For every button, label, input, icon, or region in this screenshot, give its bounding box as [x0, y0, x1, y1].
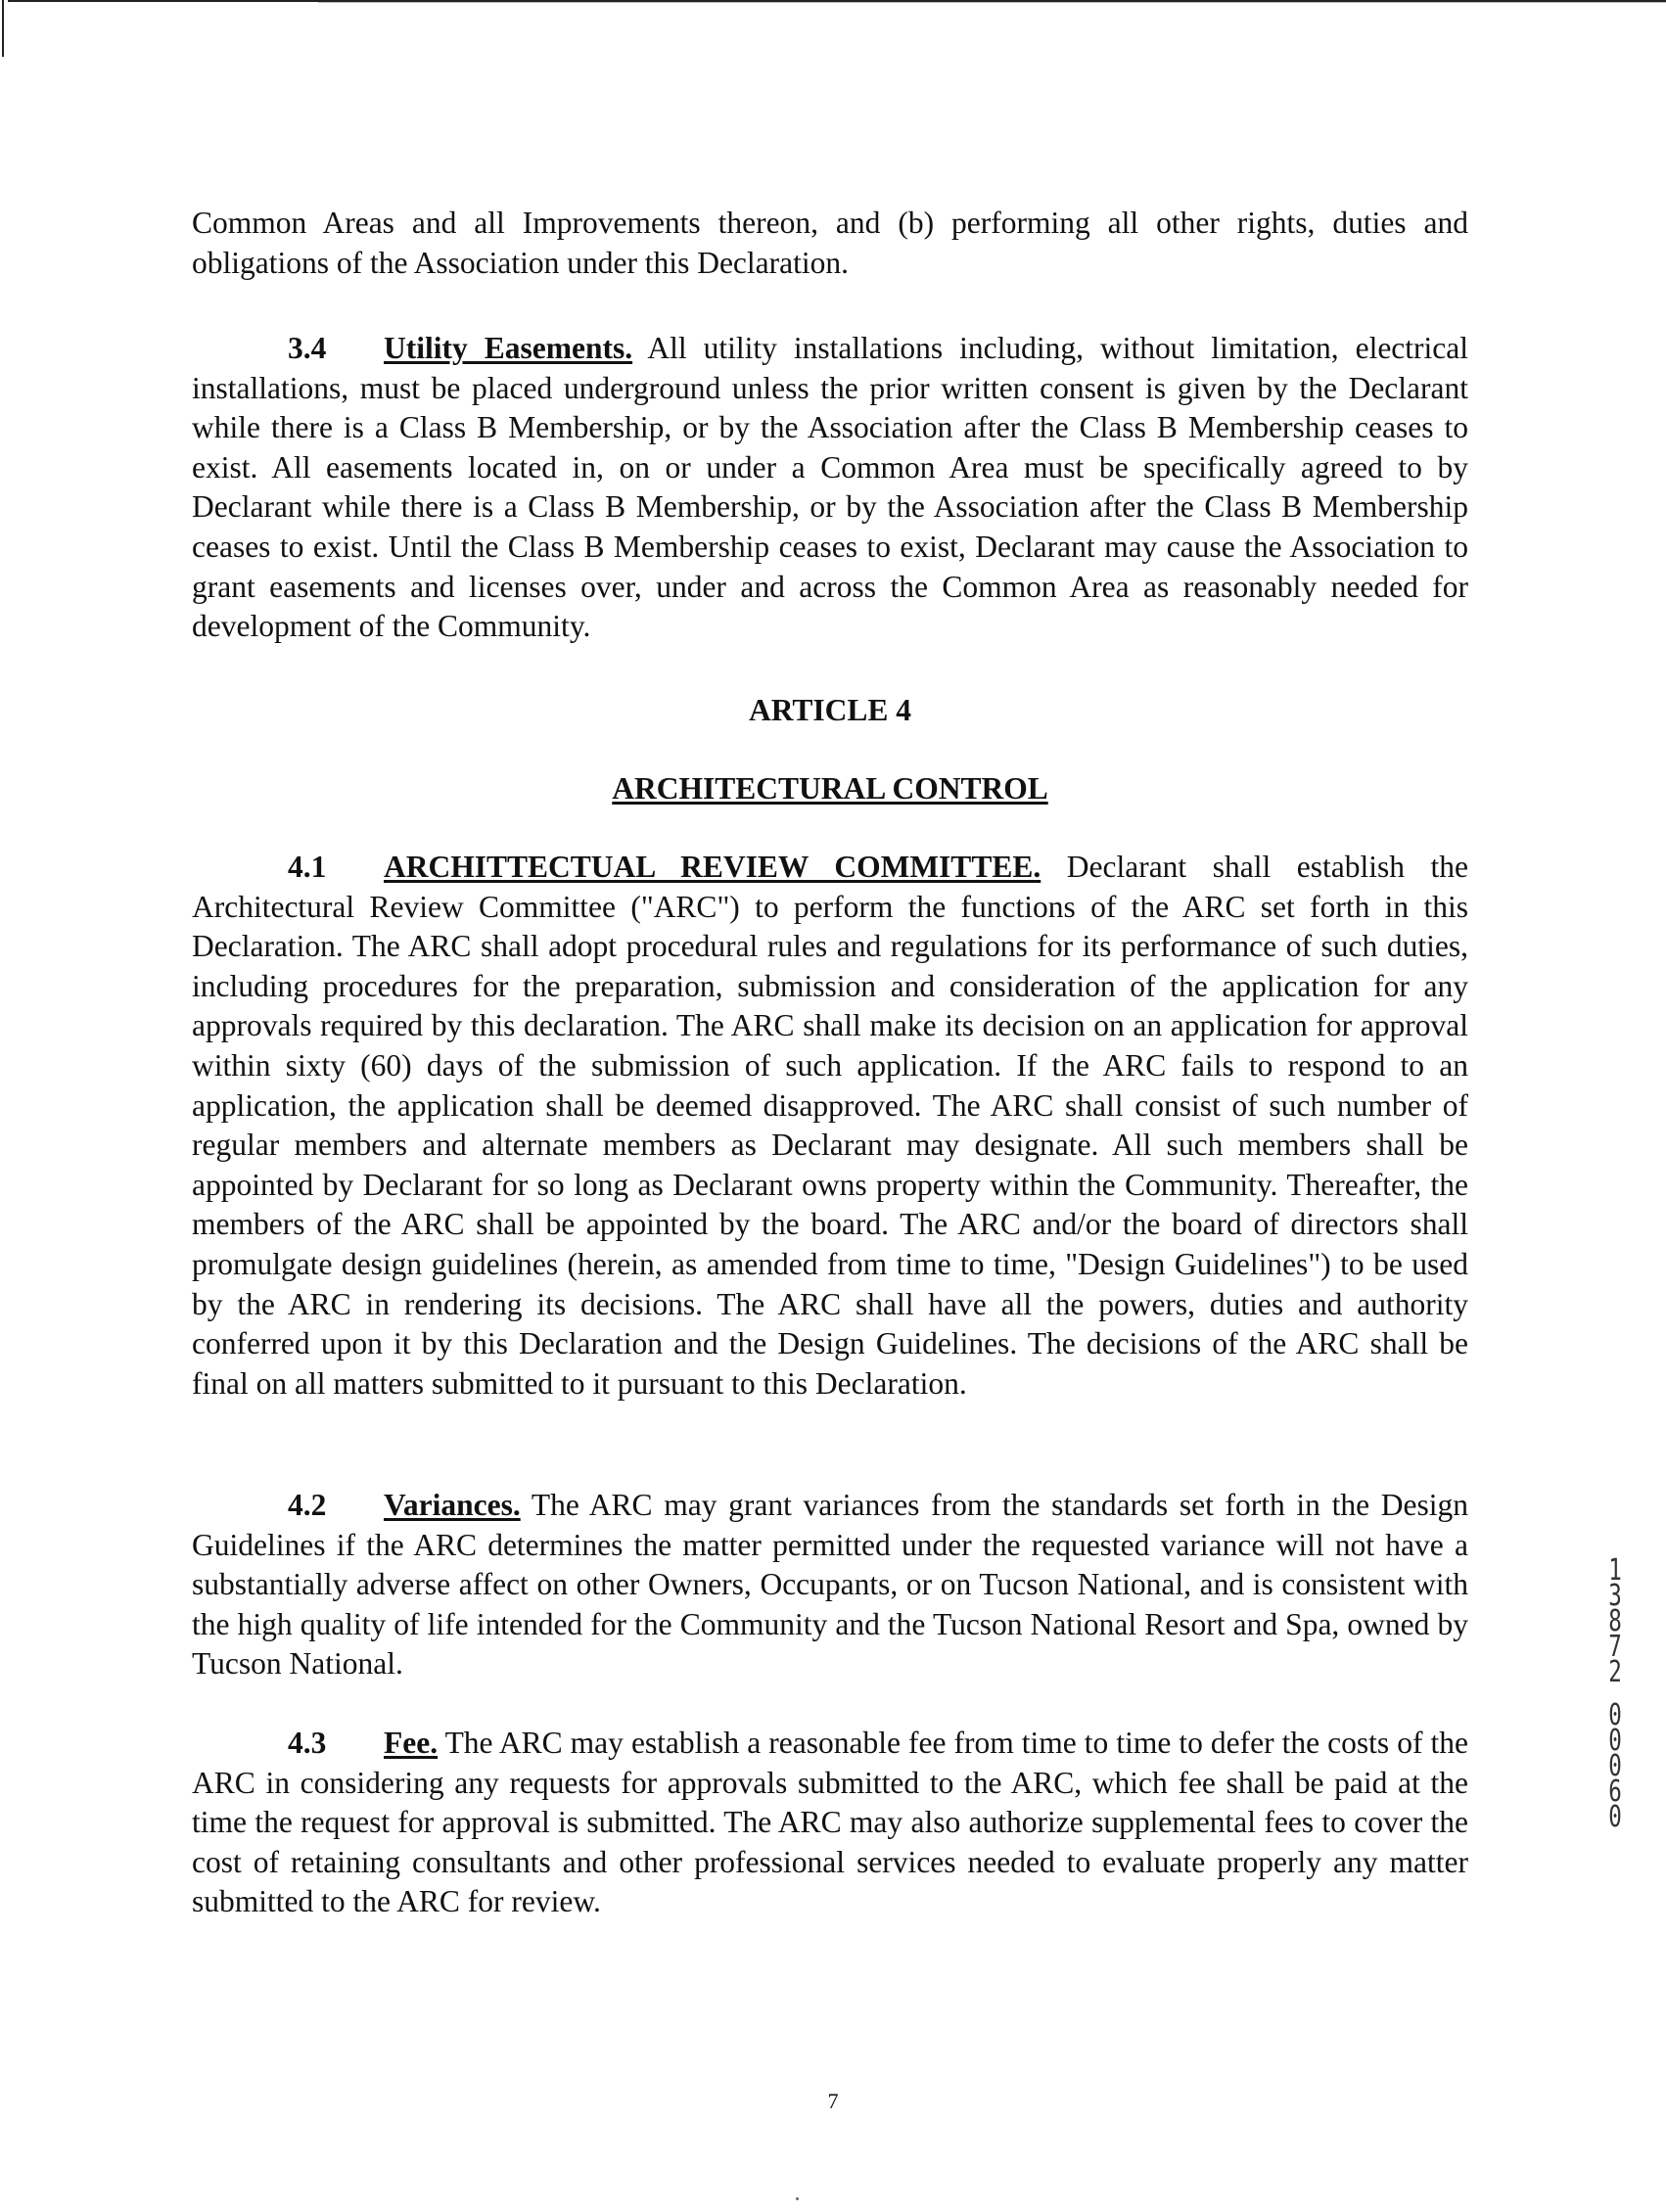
- section-text: All utility installations including, without limitation, electrical installations, must be placed underground unless the prior written consent is given by the Declarant while there is a Class B Membership, or by the Association after the Class B Membership ceases to exist. All easements located in, on or under a Common Area must be specifically agreed to by Declarant while there is a Class B Membership, or by the Association after the Class B Membership ceases to exist. Until the Class B Membership ceases to exist, Declarant may cause the Association to grant easements and licenses over, under and across the Common Area as reasonably needed for development of the Community.: [192, 331, 1468, 644]
- section-number: 4.1: [288, 850, 327, 884]
- stamp-digit: 0: [1608, 1724, 1622, 1758]
- section-3-4: [192, 329, 1468, 647]
- section-number: 3.4: [288, 331, 327, 365]
- article-title: ARCHITECTURAL CONTROL: [612, 771, 1048, 806]
- stamp-digit: 1: [1608, 1553, 1622, 1588]
- stamp-digit: 6: [1608, 1774, 1622, 1809]
- stamp-digit: 2: [1608, 1655, 1622, 1689]
- stamp-digit: 8: [1608, 1604, 1622, 1638]
- stamp-digit: 0: [1608, 1800, 1622, 1834]
- stamp-digit: 0: [1608, 1698, 1622, 1732]
- scan-edge-left: [2, 0, 4, 57]
- stamp-digit: 3: [1608, 1579, 1622, 1613]
- stamp-digit: 7: [1608, 1630, 1622, 1664]
- article-label: ARTICLE 4: [748, 693, 912, 727]
- page-number: 7: [827, 2089, 839, 2113]
- section-text: The ARC may grant variances from the standards set forth in the Design Guidelines if the ARC determines the matter permitted under the requested variance will not have a substantially adverse affect on other Owners, Occupants, or on Tucson National, and is consistent with the high quality of life intended for the Community and the Tucson National Resort and Spa, owned by Tucson National.: [192, 1488, 1468, 1682]
- section-number: 4.2: [288, 1488, 327, 1522]
- section-text: The ARC may establish a reasonable fee from time to time to defer the costs of the ARC in considering any requests for approvals submitted to the ARC, which fee shall be paid at the time the request for approval is submitted. The ARC may also authorize supplemental fees to cover the cost of retaining consultants and other professional services needed to evaluate properly any matter submitted to the ARC for review.: [192, 1726, 1468, 1919]
- section-4-1: [192, 848, 1468, 1404]
- scan-edge-top-faint: [318, 2, 1666, 3]
- section-title: ARCHITTECTUAL REVIEW COMMITTEE.: [384, 850, 1041, 884]
- stamp-digit: 0: [1608, 1749, 1622, 1783]
- section-text: Declarant shall establish the Architectural Review Committee ("ARC") to perform the functions of the ARC set forth in this Declaration. The ARC shall adopt procedural rules and regulations for its performance of such duties, including procedures for the preparation, submission and consideration of the application for any approvals required by this declaration. The ARC shall make its decision on an application for approval within sixty (60) days of the submission of such application. If the ARC fails to respond to an application, the application shall be deemed disapproved. The ARC shall consist of such number of regular members and alternate members as Declarant may designate. All such members shall be appointed by Declarant for so long as Declarant owns property within the Community. Thereafter, the members of the ARC shall be appointed by the board. The ARC and/or the board of directors shall promulgate design guidelines (herein, as amended from time to time, "Design Guidelines") to be used by the ARC in rendering its decisions. The ARC shall have all the powers, duties and authority conferred upon it by this Declaration and the Design Guidelines. The decisions of the ARC shall be final on all matters submitted to it pursuant to this Declaration.: [192, 850, 1468, 1401]
- section-4-2: [192, 1486, 1468, 1684]
- section-4-3: [192, 1724, 1468, 1922]
- section-title: Fee.: [384, 1726, 439, 1760]
- section-title: Variances.: [384, 1488, 521, 1522]
- recording-stamp-lower: [1602, 1698, 1629, 1834]
- section-number: 4.3: [288, 1726, 327, 1760]
- scan-speck: [796, 2197, 799, 2200]
- intro-paragraph: [192, 204, 1468, 283]
- recording-stamp-upper: [1602, 1553, 1629, 1689]
- intro-text: Common Areas and all Improvements thereon, and (b) performing all other rights, duties and obligations of the Association under this Declaration.: [192, 206, 1468, 280]
- section-title: Utility Easements.: [384, 331, 633, 365]
